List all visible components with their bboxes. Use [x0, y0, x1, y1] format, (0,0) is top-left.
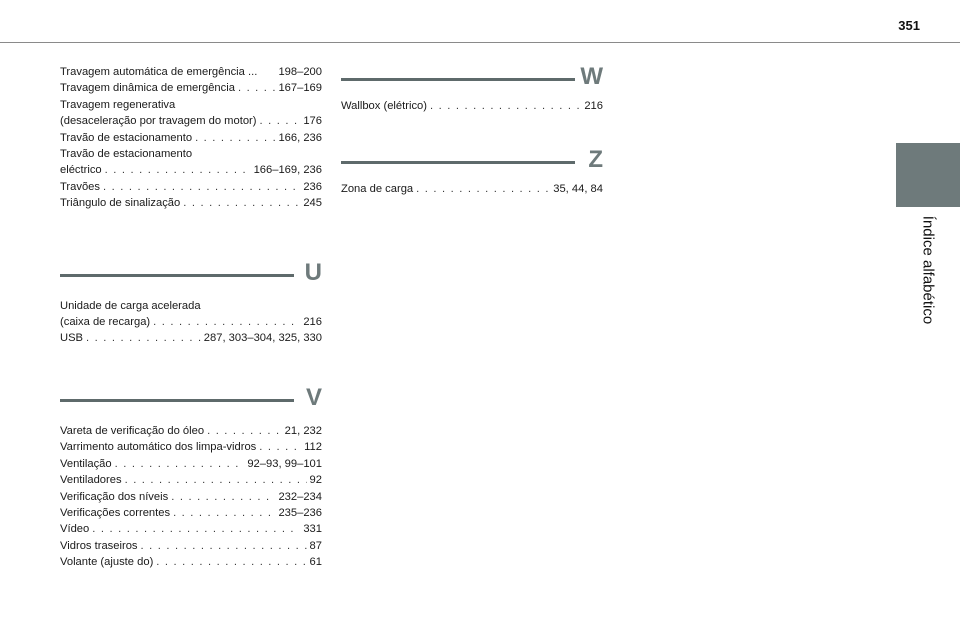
section-letter-u: U — [304, 258, 322, 286]
index-entry-line — [60, 146, 322, 162]
section-u — [60, 298, 322, 347]
index-entry-line — [60, 314, 322, 330]
dot-leader — [173, 505, 275, 521]
entry-pages: 198–200 — [278, 66, 322, 78]
dot-leader — [195, 130, 275, 146]
entry-term: Vidros traseiros — [60, 539, 138, 552]
section-header-w — [341, 64, 603, 96]
index-entry — [60, 439, 322, 455]
entry-term: Travagem automática de emergência ... — [60, 66, 258, 78]
dot-leader — [259, 439, 301, 455]
entry-pages: 61 — [309, 556, 322, 569]
index-entry-line — [60, 423, 322, 439]
section-rule — [60, 274, 294, 277]
entry-term: Ventiladores — [60, 474, 122, 487]
entry-pages: 92 — [309, 474, 322, 487]
entry-term: Travagem regenerativa — [60, 98, 176, 111]
index-entry — [60, 130, 322, 146]
entry-pages: 287, 303–304, 325, 330 — [203, 332, 322, 345]
index-entry — [60, 195, 322, 211]
index-entry — [60, 330, 322, 346]
dot-leader — [183, 195, 300, 211]
chapter-tab — [896, 143, 960, 207]
entry-term: Travagem dinâmica de emergência — [60, 82, 235, 95]
index-entry-line — [60, 538, 322, 554]
index-entry-line — [60, 80, 322, 96]
entry-pages: 21, 232 — [284, 424, 322, 437]
entry-pages: 167–169 — [278, 82, 322, 95]
entry-term: eléctrico — [60, 164, 102, 177]
dot-leader — [156, 554, 306, 570]
index-entry — [60, 146, 322, 179]
dot-leader — [260, 113, 301, 129]
entry-term: Unidade de carga acelerada — [60, 299, 201, 312]
index-entry-line — [60, 505, 322, 521]
index-entry — [60, 472, 322, 488]
entry-pages: 235–236 — [278, 506, 322, 519]
index-entry — [341, 181, 603, 197]
entry-pages: 112 — [304, 441, 322, 454]
dot-leader — [141, 538, 307, 554]
section-rule — [341, 161, 575, 164]
index-entry-line — [60, 489, 322, 505]
index-entry-line — [60, 64, 322, 80]
dot-leader — [92, 521, 300, 537]
index-entry — [60, 80, 322, 96]
section-rule — [60, 399, 294, 402]
entry-pages: 331 — [303, 523, 322, 536]
dot-leader — [416, 181, 550, 197]
index-entry-line — [60, 472, 322, 488]
entry-term: Travão de estacionamento — [60, 131, 193, 144]
index-entry-line — [60, 439, 322, 455]
index-entry-line — [60, 554, 322, 570]
section-z — [341, 181, 603, 197]
entry-term: Ventilação — [60, 457, 112, 470]
index-entry — [60, 179, 322, 195]
section-header-v — [60, 385, 322, 417]
entry-pages: 216 — [584, 100, 603, 112]
section-v — [60, 423, 322, 571]
entry-pages: 236 — [303, 180, 322, 193]
entry-term: Wallbox (elétrico) — [341, 100, 427, 112]
entry-term: Varrimento automático dos limpa-vidros — [60, 441, 257, 454]
header-divider — [0, 42, 960, 43]
dot-leader — [207, 423, 282, 439]
index-entry-line — [60, 195, 322, 211]
dot-leader — [171, 489, 275, 505]
entry-term: Vídeo — [60, 523, 90, 536]
index-entry — [60, 64, 322, 80]
index-column-left — [60, 64, 322, 571]
index-entry — [60, 538, 322, 554]
index-entry — [341, 98, 603, 114]
dot-leader — [115, 456, 245, 472]
entry-term: USB — [60, 332, 84, 345]
index-entry-line — [60, 456, 322, 472]
index-entry — [60, 456, 322, 472]
index-entry-line — [341, 98, 603, 114]
chapter-label: Índice alfabético — [919, 215, 937, 325]
index-entry — [60, 298, 322, 331]
dot-leader — [238, 80, 275, 96]
entry-term: (desaceleração por travagem do motor) — [60, 115, 257, 128]
entry-pages: 35, 44, 84 — [553, 183, 603, 196]
index-entry — [60, 554, 322, 570]
dot-leader — [430, 98, 581, 114]
dot-leader — [103, 179, 300, 195]
index-entry-line — [60, 130, 322, 146]
index-entry-line — [341, 181, 603, 197]
entry-pages: 166–169, 236 — [253, 164, 322, 177]
entry-pages: 87 — [309, 539, 322, 552]
entry-term: Verificação dos níveis — [60, 490, 169, 503]
index-entry — [60, 423, 322, 439]
dot-leader — [153, 314, 300, 330]
entry-pages: 166, 236 — [278, 131, 322, 144]
section-header-z — [341, 147, 603, 179]
index-entry-line — [60, 179, 322, 195]
index-entry-line — [60, 113, 322, 129]
entry-pages: 216 — [303, 316, 322, 329]
entry-term: Travão de estacionamento — [60, 148, 193, 161]
index-entry-line — [60, 162, 322, 178]
section-w — [341, 98, 603, 114]
section-t-continued — [60, 64, 322, 212]
entry-pages: 92–93, 99–101 — [247, 457, 322, 470]
dot-leader — [86, 330, 201, 346]
index-column-right — [341, 64, 603, 198]
section-letter-z: Z — [588, 146, 603, 174]
index-entry — [60, 505, 322, 521]
section-rule — [341, 78, 575, 81]
entry-term: (caixa de recarga) — [60, 316, 151, 329]
entry-pages: 245 — [303, 197, 322, 210]
index-entry-line — [60, 521, 322, 537]
entry-term: Verificações correntes — [60, 506, 171, 519]
dot-leader — [105, 162, 251, 178]
index-entry — [60, 489, 322, 505]
dot-leader — [125, 472, 307, 488]
entry-pages: 176 — [303, 115, 322, 128]
index-entry — [60, 521, 322, 537]
index-entry-line — [60, 330, 322, 346]
entry-pages: 232–234 — [278, 490, 322, 503]
entry-term: Triângulo de sinalização — [60, 197, 181, 210]
index-entry — [60, 97, 322, 130]
entry-term: Volante (ajuste do) — [60, 556, 154, 569]
entry-term: Travões — [60, 180, 100, 193]
section-header-u — [60, 260, 322, 292]
section-letter-v: V — [305, 383, 322, 411]
entry-term: Vareta de verificação do óleo — [60, 424, 205, 437]
index-entry-line — [60, 97, 322, 113]
index-entry-line — [60, 298, 322, 314]
section-letter-w: W — [580, 63, 603, 90]
entry-term: Zona de carga — [341, 183, 414, 196]
page-number: 351 — [898, 18, 920, 33]
